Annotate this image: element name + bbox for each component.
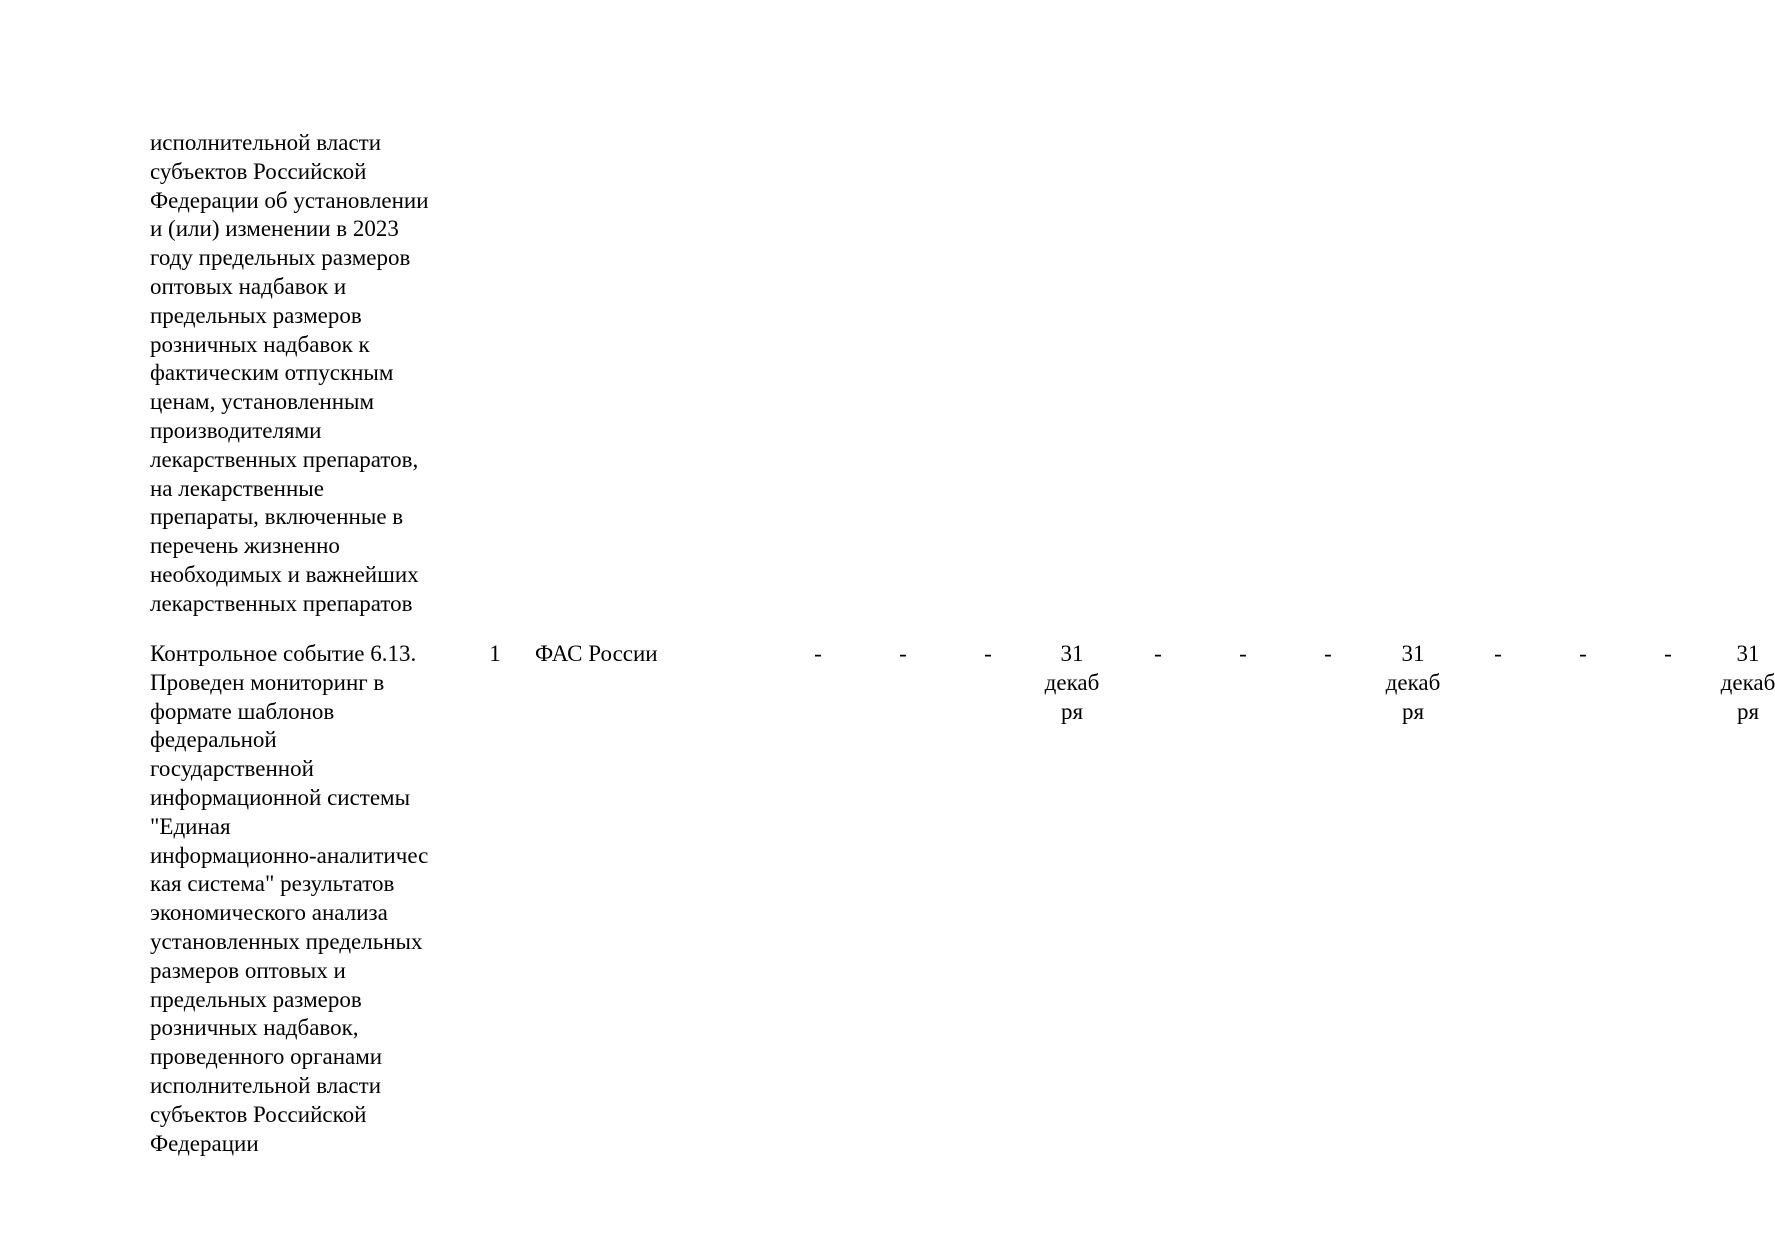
text-line: - xyxy=(1154,641,1162,666)
text-line: - xyxy=(899,641,907,666)
text-line: препараты, включенные в xyxy=(150,504,404,530)
row-description xyxy=(150,129,429,619)
text-line: розничных надбавок к xyxy=(150,331,370,357)
text-line: ценам, установленным xyxy=(150,389,375,415)
text-line: - xyxy=(984,641,992,666)
text-line: ря xyxy=(1060,698,1084,724)
row-value-cell xyxy=(1721,640,1775,726)
row-value-cell xyxy=(1154,640,1162,669)
text-line: декаб xyxy=(1385,669,1441,695)
text-line: и (или) изменении в 2023 xyxy=(150,216,399,242)
text-line: на лекарственные xyxy=(150,475,324,501)
text-line: - xyxy=(1324,641,1332,666)
text-line: Федерации об установлении xyxy=(150,187,429,213)
text-line: - xyxy=(1239,641,1247,666)
text-line: лекарственных препаратов xyxy=(150,590,413,616)
text-line: оптовых надбавок и xyxy=(150,273,347,299)
text-line: декаб xyxy=(1044,669,1100,695)
text-line: 31 xyxy=(1060,641,1084,666)
row-value-cell xyxy=(899,640,907,669)
row-type-code xyxy=(489,640,501,669)
text-line: Контрольное событие 6.13. xyxy=(150,641,417,666)
text-line: Проведен мониторинг в xyxy=(150,669,385,695)
text-line: формате шаблонов xyxy=(150,698,335,724)
text-line: установленных предельных xyxy=(150,928,423,954)
text-line: - xyxy=(1664,641,1672,666)
text-line: розничных надбавок, xyxy=(150,1015,359,1041)
text-line: государственной xyxy=(150,756,314,782)
text-line: предельных размеров xyxy=(150,986,362,1012)
text-line: лекарственных препаратов, xyxy=(150,446,419,472)
text-line: кая система" результатов xyxy=(150,871,395,897)
row-value-cell xyxy=(1045,640,1100,726)
row-value-cell xyxy=(1324,640,1332,669)
text-line: ря xyxy=(1401,698,1425,724)
text-line: размеров оптовых и xyxy=(150,957,346,983)
text-line: ря xyxy=(1736,698,1760,724)
text-line: федеральной xyxy=(150,727,277,753)
text-line: субъектов Российской xyxy=(150,158,367,184)
text-line: 31 xyxy=(1736,641,1760,666)
text-line: - xyxy=(1579,641,1587,666)
text-line: производителями xyxy=(150,417,322,443)
text-line: субъектов Российской xyxy=(150,1101,367,1127)
text-line: фактическим отпускным xyxy=(150,360,394,386)
text-line: ФАС России xyxy=(535,641,658,666)
text-line: предельных размеров xyxy=(150,302,362,328)
text-line: исполнительной власти xyxy=(150,130,382,155)
text-line: году предельных размеров xyxy=(150,245,411,271)
text-line: перечень жизненно xyxy=(150,533,340,559)
row-value-cell xyxy=(814,640,822,669)
text-line: - xyxy=(1494,641,1502,666)
text-line: информационной системы xyxy=(150,784,411,810)
text-line: 31 xyxy=(1401,641,1425,666)
text-line: исполнительной власти xyxy=(150,1072,382,1098)
row-value-cell xyxy=(1386,640,1441,726)
text-line: проведенного органами xyxy=(150,1044,383,1070)
text-line: декаб xyxy=(1720,669,1775,695)
text-line: - xyxy=(814,641,822,666)
text-line: экономического анализа xyxy=(150,900,388,926)
row-value-cell xyxy=(1239,640,1247,669)
row-value-cell xyxy=(1494,640,1502,669)
row-value-cell xyxy=(984,640,992,669)
text-line: необходимых и важнейших xyxy=(150,561,419,587)
text-line: "Единая xyxy=(150,813,231,839)
text-line: информационно-аналитичес xyxy=(150,842,429,868)
text-line: Федерации xyxy=(150,1130,259,1156)
row-responsible xyxy=(535,640,658,669)
row-value-cell xyxy=(1664,640,1672,669)
text-line: 1 xyxy=(489,641,501,666)
row-description xyxy=(150,640,428,1158)
row-value-cell xyxy=(1579,640,1587,669)
